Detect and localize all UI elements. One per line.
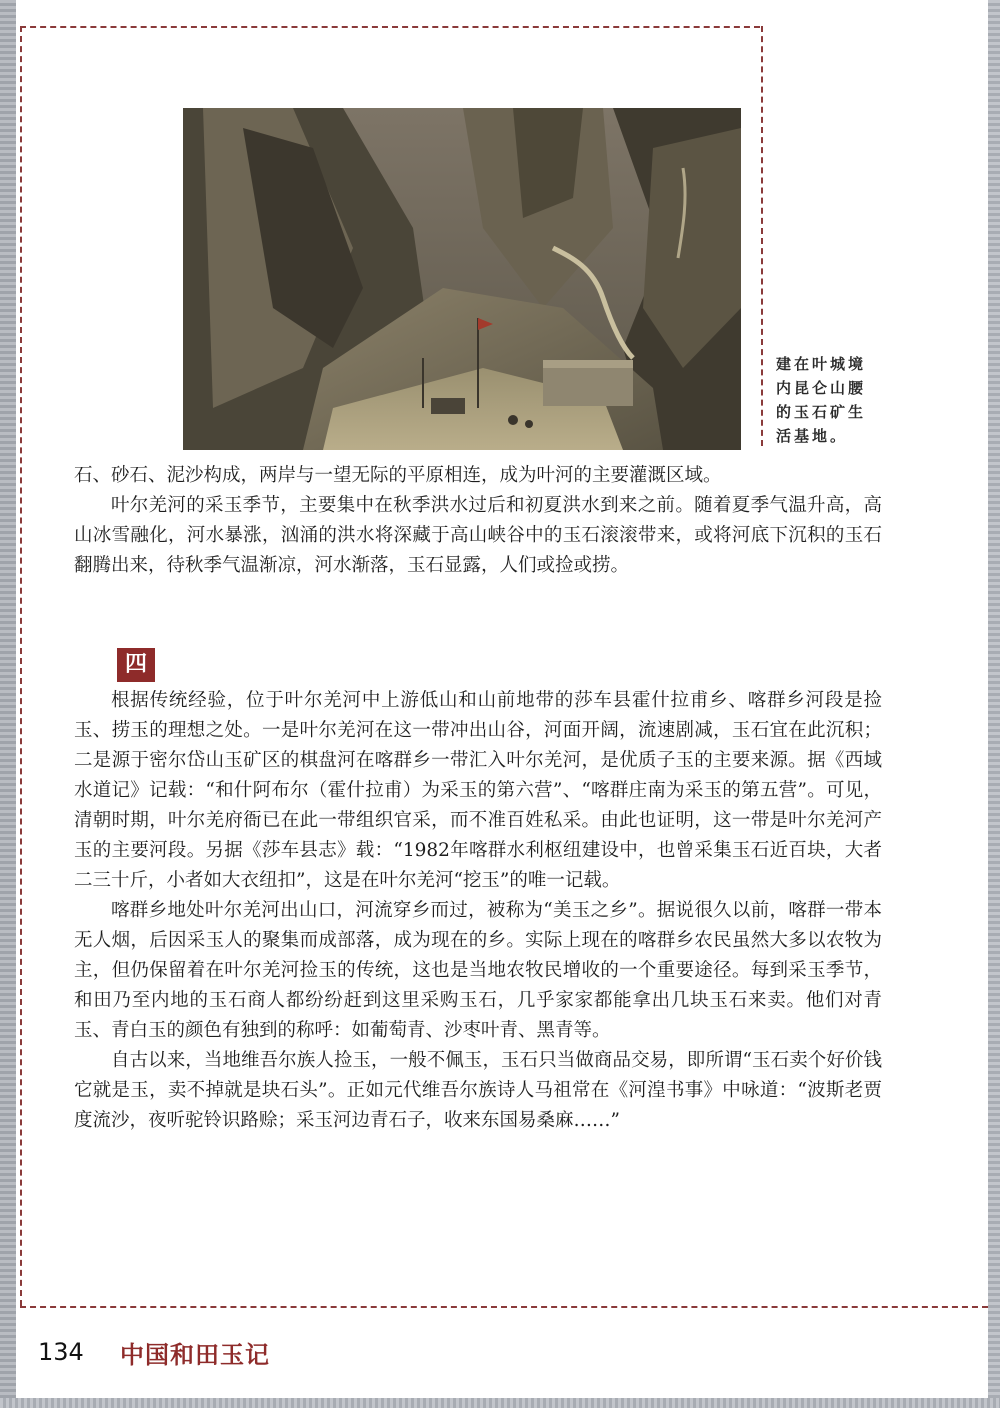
left-edge-stripe	[0, 0, 16, 1408]
section-number-badge: 四	[117, 648, 155, 682]
paragraph: 根据传统经验，位于叶尔羌河中上游低山和山前地带的莎车县霍什拉甫乡、喀群乡河段是捡玉、捞玉的理想之处。一是叶尔羌河在这一带冲出山谷，河面开阔，流速剧减，玉石宜在此沉积；二是源于密尔岱山玉矿区的棋盘河在喀群乡一带汇入叶尔羌河，是优质子玉的主要来源。据《西域水道记》记载：“和什阿布尔（霍什拉甫）为采玉的第六营”、“喀群庄南为采玉的第五营”。可见，清朝时期，叶尔羌府衙已在此一带组织官采，而不准百姓私采。由此也证明，这一带是叶尔羌河产玉的主要河段。另据《莎车县志》载：“1982年喀群水利枢纽建设中，也曾采集玉石近百块，大者二三十斤，小者如大衣纽扣”，这是在叶尔羌河“挖玉”的唯一记载。	[74, 690, 882, 891]
caption-line: 的玉石矿生	[776, 403, 867, 421]
photo-caption	[776, 352, 886, 448]
paragraph: 石、砂石、泥沙构成，两岸与一望无际的平原相连，成为叶河的主要灌溉区域。	[74, 465, 722, 486]
paragraph: 喀群乡地处叶尔羌河出山口，河流穿乡而过，被称为“美玉之乡”。据说很久以前，喀群一带本无人烟，后因采玉人的聚集而成部落，成为现在的乡。实际上现在的喀群乡农民虽然大多以农牧为主，但仍保留着在叶尔羌河捡玉的传统，这也是当地农牧民增收的一个重要途径。每到采玉季节，和田乃至内地的玉石商人都纷纷赶到这里采购玉石，几乎家家都能拿出几块玉石来卖。他们对青玉、青白玉的颜色有独到的称呼：如葡萄青、沙枣叶青、黑青等。	[74, 900, 882, 1041]
caption-line: 活基地。	[776, 427, 849, 445]
mountain-camp-photo	[183, 108, 741, 450]
frame-top-dashed	[20, 26, 760, 28]
frame-left-dashed	[20, 26, 22, 1306]
body-text-section	[74, 686, 882, 1136]
paragraph: 叶尔羌河的采玉季节，主要集中在秋季洪水过后和初夏洪水到来之前。随着夏季气温升高，高山冰雪融化，河水暴涨，汹涌的洪水将深藏于高山峡谷中的玉石滚滚带来，或将河底下沉积的玉石翻腾出来，待秋季气温渐凉，河水渐落，玉石显露，人们或捡或捞。	[74, 495, 882, 576]
caption-line: 内昆仑山腰	[776, 379, 867, 397]
frame-right-dashed	[761, 26, 763, 446]
page-number: 134	[38, 1338, 84, 1366]
mountain-camp-illustration	[183, 108, 741, 450]
caption-line: 建在叶城境	[776, 355, 867, 373]
paragraph: 自古以来，当地维吾尔族人捡玉，一般不佩玉，玉石只当做商品交易，即所谓“玉石卖个好价钱它就是玉，卖不掉就是块石头”。正如元代维吾尔族诗人马祖常在《河湟书事》中咏道：“波斯老贾度流沙，夜听驼铃识路赊；采玉河边青石子，收来东国易桑麻……”	[74, 1050, 882, 1131]
frame-bottom-dashed	[20, 1306, 988, 1308]
bottom-edge-stripe	[0, 1398, 1000, 1408]
body-text-top	[74, 461, 882, 581]
right-edge-stripe	[988, 0, 1000, 1408]
book-title: 中国和田玉记	[120, 1340, 270, 1369]
